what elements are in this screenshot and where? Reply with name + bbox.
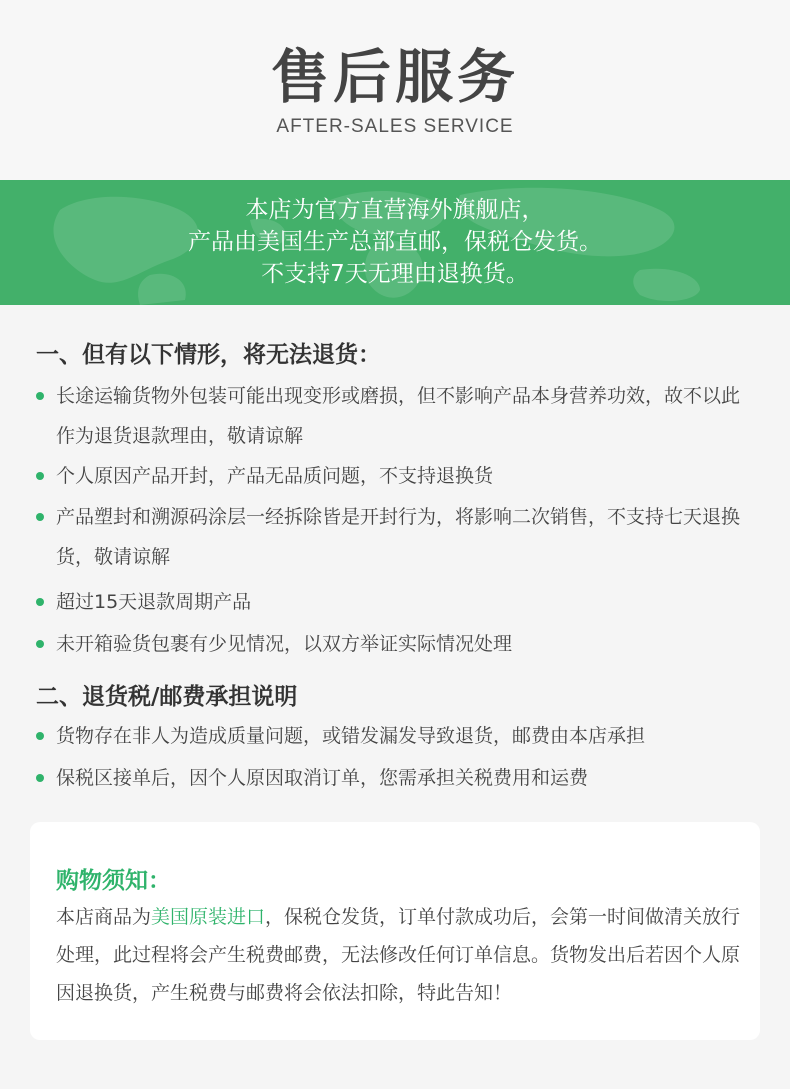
bullet-dot-icon — [36, 598, 44, 606]
section-title-shipping-fees: 二、退货税/邮费承担说明 — [36, 684, 298, 710]
list-item: 保税区接单后，因个人原因取消订单，您需承担关税费用和运费 — [36, 758, 756, 798]
notice-suffix: ，保税仓发货，订单付款成功后，会第一时间做清关放行处理，此过程将会产生税费邮费，无法修改任何订单信息。货物发出后若因个人原因退换货，产生税费与邮费将会依法扣除，特此告知！ — [56, 906, 741, 1004]
bullet-dot-icon — [36, 774, 44, 782]
banner-line: 本店为官方直营海外旗舰店， — [245, 197, 545, 223]
list-item: 长途运输货物外包装可能出现变形或磨损，但不影响产品本身营养功效，故不以此作为退货退款理由，敬请谅解 — [36, 376, 756, 456]
bullet-dot-icon — [36, 732, 44, 740]
bullet-dot-icon — [36, 513, 44, 521]
notice-prefix: 本店商品为 — [56, 906, 152, 928]
bullet-dot-icon — [36, 640, 44, 648]
notice-highlight: 美国原装进口 — [151, 906, 266, 928]
list-item: 货物存在非人为造成质量问题，或错发漏发导致退货，邮费由本店承担 — [36, 716, 756, 756]
section-title-no-return: 一、但有以下情形，将无法退货： — [36, 342, 381, 368]
bullet-dot-icon — [36, 392, 44, 400]
list-item: 个人原因产品开封，产品无品质问题，不支持退换货 — [36, 456, 756, 496]
banner-line: 不支持7天无理由退换货。 — [261, 261, 529, 287]
header — [0, 0, 790, 180]
bullet-dot-icon — [36, 472, 44, 480]
list-item: 未开箱验货包裹有少见情况，以双方举证实际情况处理 — [36, 624, 756, 664]
page-subtitle: AFTER-SALES SERVICE — [276, 116, 514, 137]
policy-banner — [0, 180, 790, 305]
list-item: 产品塑封和溯源码涂层一经拆除皆是开封行为，将影响二次销售，不支持七天退换货，敬请谅解 — [36, 497, 756, 577]
shopping-notice-card — [30, 822, 760, 1040]
banner-text — [0, 194, 790, 290]
list-item: 超过15天退款周期产品 — [36, 582, 756, 622]
notice-body — [56, 898, 746, 1012]
notice-title: 购物须知： — [56, 868, 171, 894]
page-title: 售后服务 — [270, 43, 519, 111]
banner-line: 产品由美国生产总部直邮，保税仓发货。 — [188, 229, 602, 255]
